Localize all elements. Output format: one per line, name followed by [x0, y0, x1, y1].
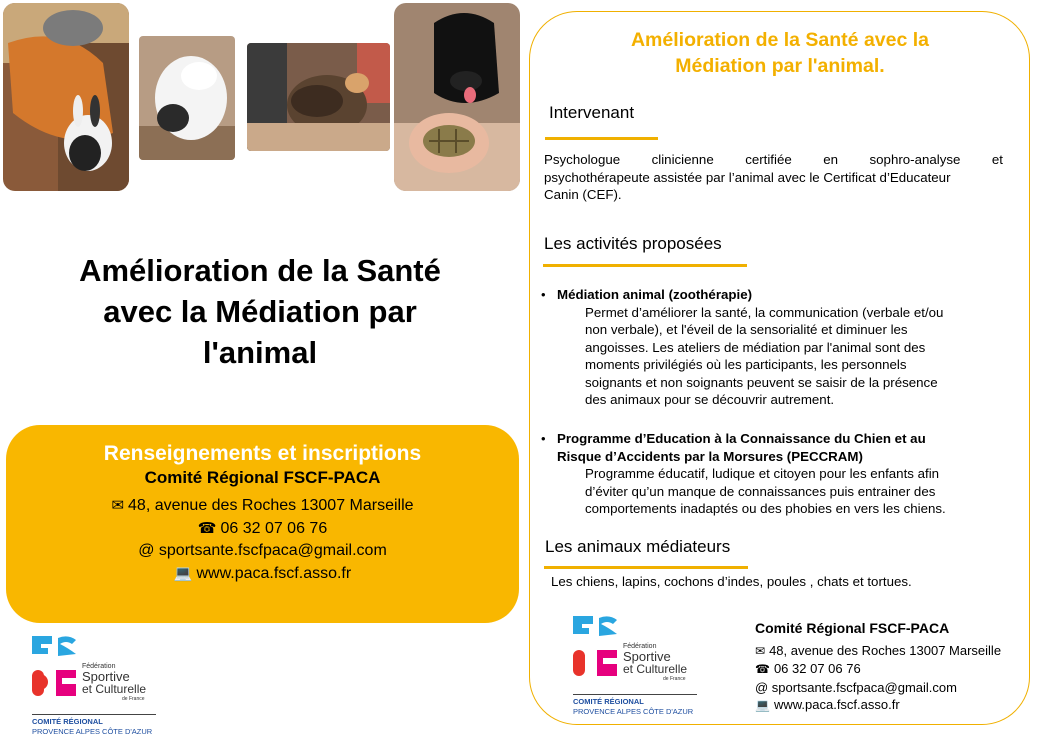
- footer-phone-row: [755, 660, 1001, 679]
- info-phone-row: [6, 517, 519, 540]
- computer-icon: 💻: [755, 698, 770, 712]
- intervenant-text: [544, 151, 1003, 204]
- logo-line4: de France: [663, 676, 686, 682]
- info-web-row: [6, 562, 519, 585]
- activity-2: [557, 430, 1017, 518]
- activity-2-title-line: Risque d’Accidents par la Morsures (PECCRAM): [557, 448, 863, 464]
- logo-line5: COMITÉ RÉGIONAL: [32, 717, 103, 726]
- logo-line1: Fédération: [82, 663, 116, 670]
- logo-line4: de France: [122, 696, 145, 702]
- footer-web[interactable]: www.paca.fscf.asso.fr: [773, 697, 900, 712]
- footer-phone: 06 32 07 06 76: [773, 661, 861, 676]
- logo-line6: PROVENCE ALPES CÔTE D'AZUR: [32, 727, 153, 736]
- footer-address: 48, avenue des Roches 13007 Marseille: [769, 642, 1002, 658]
- logo-line3: et Culturelle: [623, 662, 688, 676]
- animals-heading: Les animaux médiateurs: [545, 537, 731, 556]
- intervenant-line: psychothérapeute assistée par l’animal avec le Certificat d’Educateur: [544, 169, 951, 185]
- animals-text: Les chiens, lapins, cochons d’indes, poules , chats et tortues.: [551, 574, 912, 589]
- panel-title-line: Amélioration de la Santé avec la: [630, 29, 930, 51]
- left-title-line: Amélioration de la Santé: [79, 253, 441, 288]
- photo-guinea-pig: [139, 36, 235, 160]
- panel-title-line: Médiation par l'animal.: [675, 55, 885, 77]
- bullet-dot: •: [541, 287, 546, 302]
- activities-underline: [543, 264, 747, 267]
- info-address-row: [6, 494, 519, 517]
- activity-2-desc: [557, 465, 1017, 518]
- panel-title: [560, 27, 1000, 79]
- phone-icon: ☎: [755, 662, 770, 676]
- footer-contact: [755, 620, 1001, 715]
- activity-2-line: d’éviter qu’un manque de connaissances puis entrainer des: [585, 483, 936, 499]
- activity-1-line: des animaux pour se découvrir autrement.: [585, 392, 835, 407]
- footer-org: Comité Régional FSCF-PACA: [755, 620, 950, 636]
- fscf-logo: [32, 634, 162, 738]
- activity-1-line: soignants et non soignants peuvent se saisir de la présence: [585, 374, 938, 390]
- activity-1-title: Médiation animal (zoothérapie): [557, 287, 753, 302]
- activity-1-line: moments privilégiés où les participants, les personnels: [585, 357, 907, 372]
- activity-1-line: Permet d’améliorer la santé, la communication (verbale et/ou: [585, 304, 944, 320]
- logo-line1: Fédération: [623, 643, 657, 650]
- activity-2-title-line: Programme d’Education à la Connaissance du Chien et au: [557, 431, 926, 446]
- envelope-icon: ✉: [111, 496, 125, 514]
- left-title: [40, 250, 480, 373]
- activity-1-desc: [557, 304, 1007, 409]
- logo-line2: Sportive: [623, 649, 671, 664]
- fscf-logo-panel: [573, 614, 703, 718]
- activity-2-line: Programme éducatif, ludique et citoyen pour les enfants afin: [585, 466, 940, 481]
- intervenant-line: Psychologue clinicienne certifiée en sophro-analyse et: [544, 152, 1003, 167]
- animals-underline: [544, 566, 748, 569]
- activity-2-line: comportements inadaptés ou des phobies en vers les chiens.: [585, 501, 946, 516]
- footer-address-row: [755, 642, 1001, 661]
- left-title-line: l'animal: [202, 335, 318, 370]
- info-org: Comité Régional FSCF-PACA: [144, 468, 381, 487]
- activity-1: [557, 286, 1007, 409]
- logo-line2: Sportive: [82, 669, 130, 684]
- phone-icon: ☎: [197, 519, 217, 537]
- info-box: [6, 425, 519, 623]
- photo-dog-and-tortoise: [394, 3, 520, 191]
- activity-1-line: angoisses. Les ateliers de médiation par l'animal sont des: [585, 339, 926, 355]
- info-web[interactable]: www.paca.fscf.asso.fr: [196, 565, 352, 582]
- info-address: 48, avenue des Roches 13007 Marseille: [128, 497, 414, 514]
- info-phone: 06 32 07 06 76: [220, 520, 328, 537]
- footer-web-row: [755, 696, 1001, 715]
- envelope-icon: ✉: [755, 643, 766, 658]
- info-email[interactable]: @ sportsante.fscfpaca@gmail.com: [138, 542, 387, 559]
- left-title-line: avec la Médiation par: [103, 294, 417, 329]
- footer-email[interactable]: @ sportsante.fscfpaca@gmail.com: [755, 679, 957, 695]
- logo-line5: COMITÉ RÉGIONAL: [573, 697, 644, 706]
- intervenant-heading: Intervenant: [549, 103, 635, 122]
- computer-icon: 💻: [173, 564, 193, 582]
- photo-hen: [247, 43, 390, 151]
- intervenant-line: Canin (CEF).: [544, 187, 622, 202]
- bullet-dot: •: [541, 431, 546, 446]
- logo-line6: PROVENCE ALPES CÔTE D'AZUR: [573, 707, 694, 716]
- logo-line3: et Culturelle: [82, 682, 147, 696]
- activity-1-line: non verbale), et l'éveil de la sensorialité et diminuer les: [585, 322, 908, 337]
- activities-heading: Les activités proposées: [544, 234, 722, 253]
- info-heading: Renseignements et inscriptions: [103, 442, 422, 465]
- intervenant-underline: [545, 137, 658, 140]
- photo-cat-and-rabbit: [3, 3, 129, 191]
